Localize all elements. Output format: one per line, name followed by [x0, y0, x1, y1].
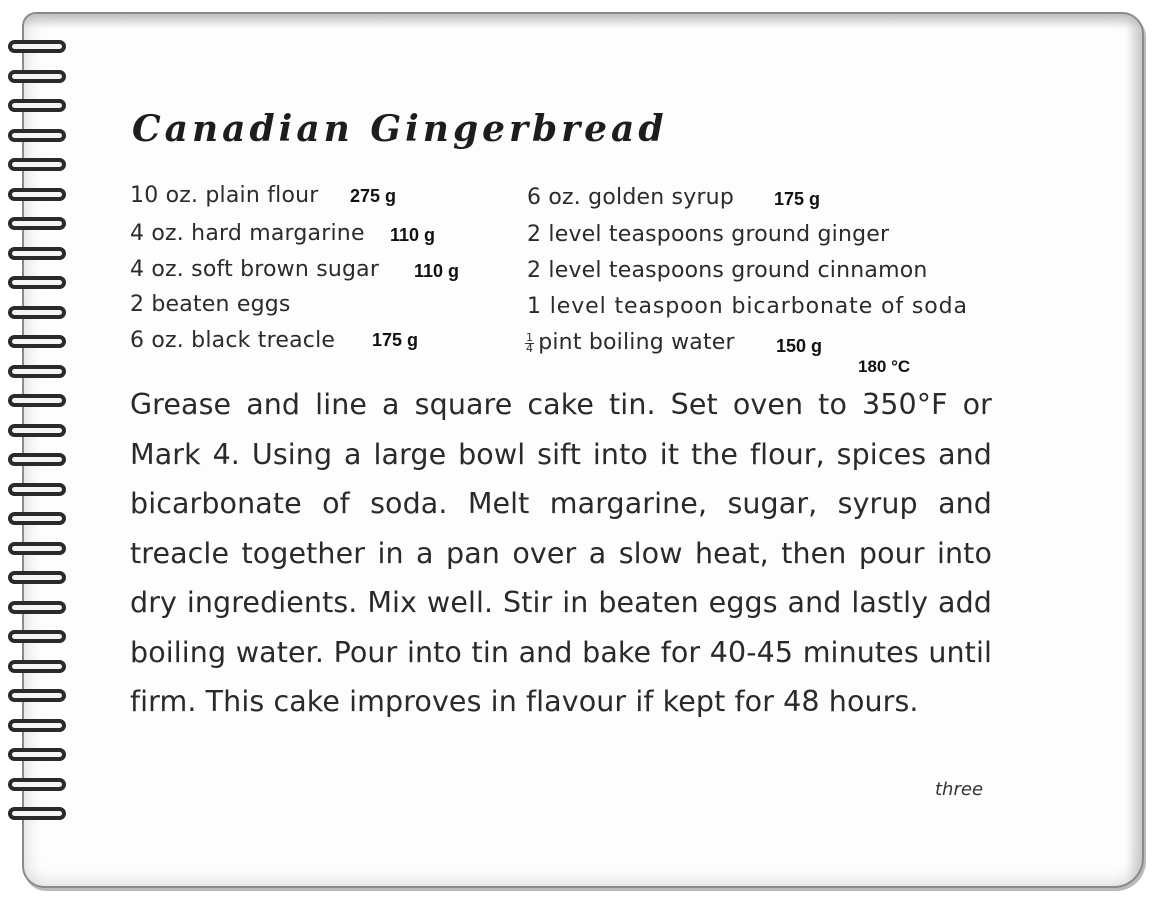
metric-sugar: 110 g: [414, 261, 460, 281]
recipe-title: Canadian Gingerbread: [132, 108, 668, 150]
metric-margarine: 110 g: [390, 225, 436, 245]
spiral-ring: [8, 217, 66, 230]
spiral-ring: [8, 276, 66, 289]
ingredient-eggs: 2 beaten eggs: [130, 292, 291, 317]
ingredient-margarine: 4 oz. hard margarine: [130, 221, 365, 246]
spiral-ring: [8, 512, 66, 525]
oven-temperature-metric: 180 °C: [858, 357, 911, 376]
ingredient-water-label: pint boiling water: [538, 330, 735, 355]
ingredient-treacle: 6 oz. black treacle: [130, 328, 336, 353]
metric-treacle: 175 g: [372, 330, 419, 350]
spiral-ring: [8, 601, 66, 614]
ingredient-ginger: 2 level teaspoons ground ginger: [527, 222, 890, 247]
spiral-ring: [8, 70, 66, 83]
ingredient-water: [525, 330, 735, 355]
method-paragraph: Grease and line a square cake tin. Set oven to 350°F or Mark 4. Using a large bowl sift into it the flour, spices and bicarbonate of soda. Melt margarine, sugar, syrup and treacle together in a pan over a slow heat, then pour into dry ingredients. Mix well. Stir in beaten eggs and lastly add boiling water. Pour into tin and bake for 40-45 minutes until firm. This cake improves in flavour if kept for 48 hours.: [130, 388, 992, 718]
metric-syrup: 175 g: [774, 189, 821, 209]
spiral-ring: [8, 158, 66, 171]
spiral-ring: [8, 542, 66, 555]
fraction-quarter: [525, 330, 534, 355]
ingredient-syrup: 6 oz. golden syrup: [527, 185, 734, 210]
page-label: three: [935, 779, 984, 800]
ingredient-bicarbonate: 1 level teaspoon bicarbonate of soda: [527, 294, 968, 319]
spiral-ring: [8, 807, 66, 820]
spiral-ring: [8, 40, 66, 53]
spiral-ring: [8, 660, 66, 673]
spiral-ring: [8, 99, 66, 112]
spiral-ring: [8, 719, 66, 732]
metric-water: 150 g: [776, 336, 823, 356]
spiral-ring: [8, 424, 66, 437]
spiral-ring: [8, 748, 66, 761]
fraction-denominator: 4: [526, 341, 534, 355]
spiral-ring: [8, 453, 66, 466]
spiral-ring: [8, 306, 66, 319]
spiral-ring: [8, 247, 66, 260]
spiral-ring: [8, 188, 66, 201]
fraction-numerator: 1: [526, 330, 534, 344]
ingredient-cinnamon: 2 level teaspoons ground cinnamon: [527, 258, 928, 283]
spiral-ring: [8, 689, 66, 702]
ingredient-sugar: 4 oz. soft brown sugar: [130, 257, 380, 282]
spiral-ring: [8, 335, 66, 348]
spiral-ring: [8, 630, 66, 643]
metric-flour: 275 g: [350, 186, 397, 206]
spiral-ring: [8, 483, 66, 496]
spiral-ring: [8, 571, 66, 584]
spiral-ring: [8, 365, 66, 378]
ingredient-flour: 10 oz. plain flour: [130, 183, 319, 208]
spiral-binding: [8, 40, 70, 840]
spiral-ring: [8, 129, 66, 142]
spiral-ring: [8, 778, 66, 791]
spiral-ring: [8, 394, 66, 407]
